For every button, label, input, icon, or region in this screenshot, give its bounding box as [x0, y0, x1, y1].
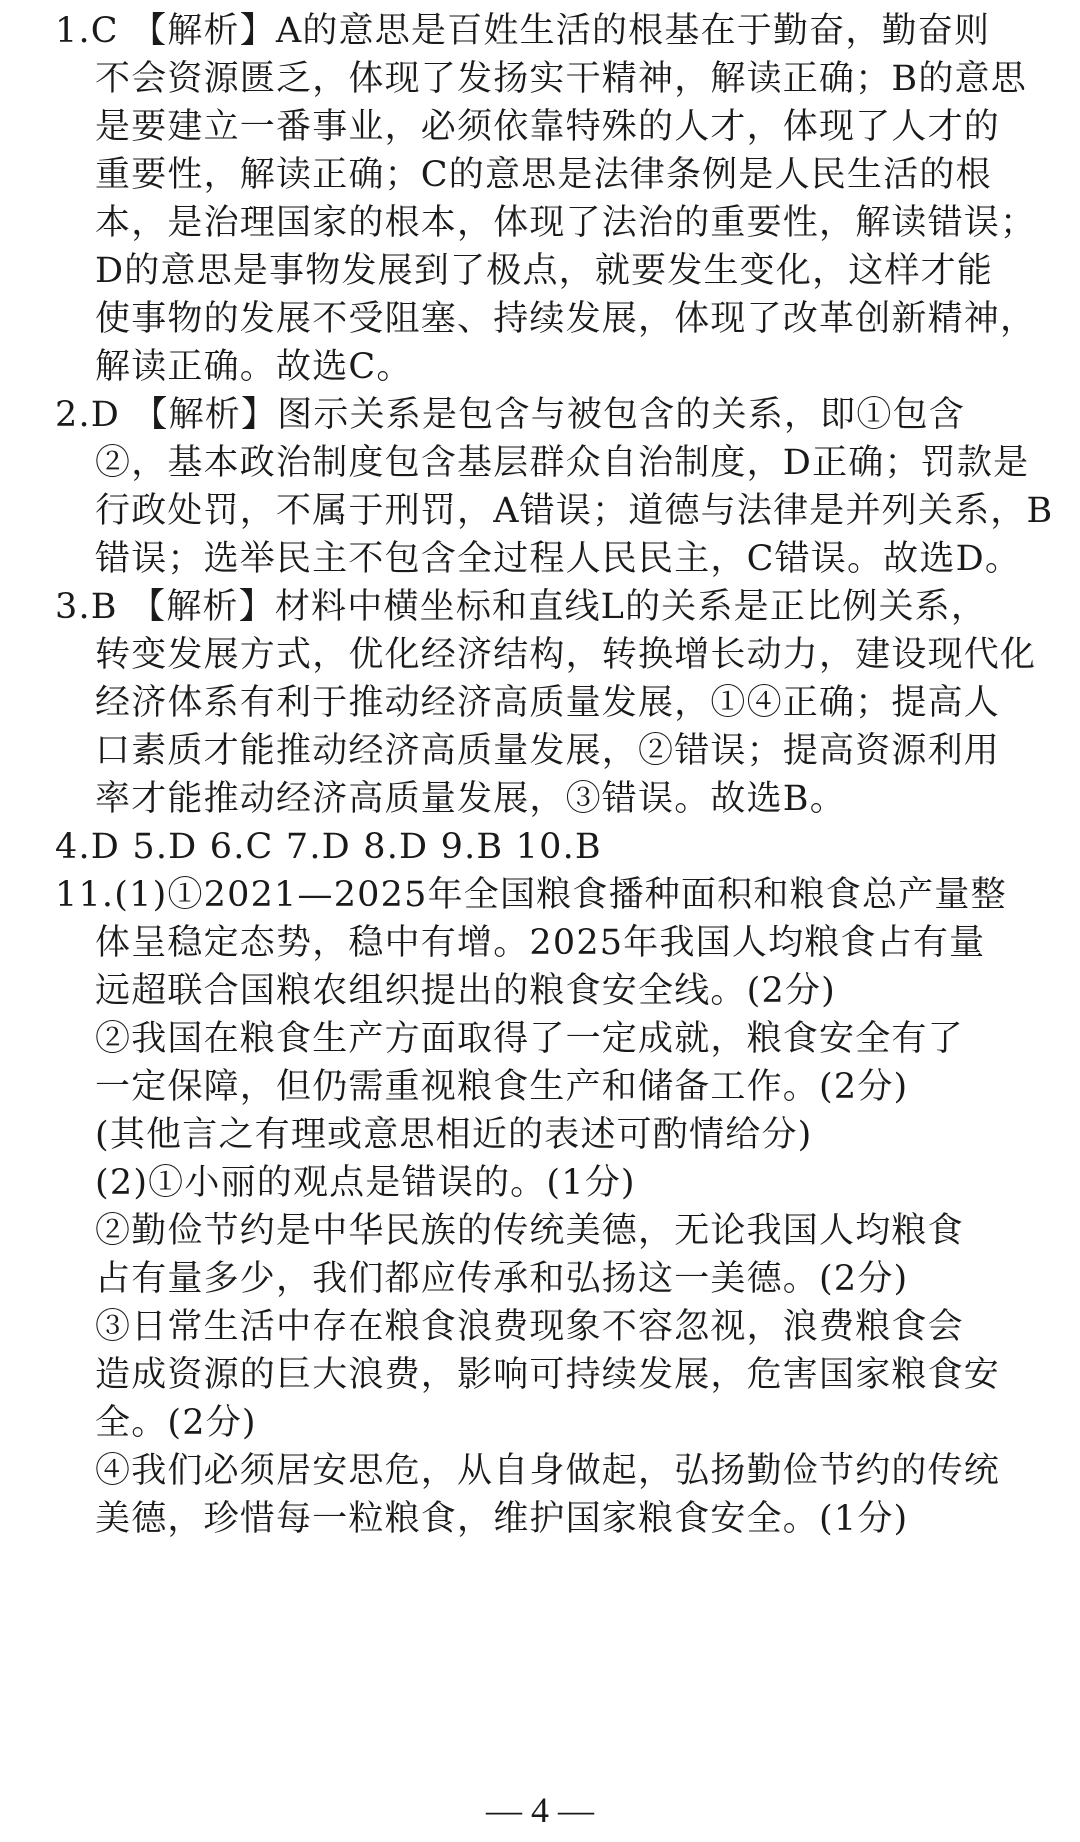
- answer-2-line: 错误；选举民主不包含全过程人民民主，C错误。故选D。: [95, 539, 1022, 579]
- answer-1-line: 重要性，解读正确；C的意思是法律条例是人民生活的根: [95, 155, 992, 195]
- answer-11-line: ②我国在粮食生产方面取得了一定成就，粮食安全有了: [95, 1019, 964, 1059]
- answer-3-line: 3.B 【解析】材料中横坐标和直线L的关系是正比例关系，: [55, 587, 988, 627]
- answer-3-line: 经济体系有利于推动经济高质量发展，①④正确；提高人: [95, 683, 1001, 723]
- answer-11-line: 11.(1)①2021—2025年全国粮食播种面积和粮食总产量整: [55, 875, 1007, 915]
- answer-11-line: 占有量多少，我们都应传承和弘扬这一美德。(2分): [95, 1259, 909, 1299]
- answer-1-line: 本，是治理国家的根本，体现了法治的重要性，解读错误；: [95, 203, 1037, 243]
- answer-1-line: D的意思是事物发展到了极点，就要发生变化，这样才能: [95, 251, 994, 291]
- answer-1-line: 使事物的发展不受阻塞、持续发展，体现了改革创新精神，: [95, 299, 1037, 339]
- answer-11-line: 美德，珍惜每一粒粮食，维护国家粮食安全。(1分): [95, 1499, 909, 1539]
- answer-3-line: 转变发展方式，优化经济结构，转换增长动力，建设现代化: [95, 635, 1037, 675]
- answer-3-line: 率才能推动经济高质量发展，③错误。故选B。: [95, 779, 846, 819]
- answer-3-line: 口素质才能推动经济高质量发展，②错误；提高资源利用: [95, 731, 1001, 771]
- answer-1-line: 1.C 【解析】A的意思是百姓生活的根基在于勤奋，勤奋则: [55, 11, 991, 51]
- answer-11-line: (2)①小丽的观点是错误的。(1分): [95, 1163, 636, 1203]
- answer-11-line: 造成资源的巨大浪费，影响可持续发展，危害国家粮食安: [95, 1355, 1001, 1395]
- answer-11-line: 体呈稳定态势，稳中有增。2025年我国人均粮食占有量: [95, 923, 986, 963]
- answer-1-line: 解读正确。故选C。: [95, 347, 413, 387]
- answer-2-line: 2.D 【解析】图示关系是包含与被包含的关系，即①包含: [55, 395, 965, 435]
- page-number: — 4 —: [486, 1790, 594, 1830]
- answer-2-line: ②，基本政治制度包含基层群众自治制度，D正确；罚款是: [95, 443, 1030, 483]
- answer-11-line: ④我们必须居安思危，从自身做起，弘扬勤俭节约的传统: [95, 1451, 1001, 1491]
- answer-11-line: 全。(2分): [95, 1403, 257, 1443]
- answer-11-line: ②勤俭节约是中华民族的传统美德，无论我国人均粮食: [95, 1211, 964, 1251]
- answer-11-note: (其他言之有理或意思相近的表述可酌情给分): [95, 1115, 813, 1155]
- answer-1-line: 是要建立一番事业，必须依靠特殊的人才，体现了人才的: [95, 107, 1001, 147]
- answer-11-line: ③日常生活中存在粮食浪费现象不容忽视，浪费粮食会: [95, 1307, 964, 1347]
- answer-11-line: 远超联合国粮农组织提出的粮食安全线。(2分): [95, 971, 836, 1011]
- answer-2-line: 行政处罚，不属于刑罚，A错误；道德与法律是并列关系，B: [95, 491, 1054, 531]
- answer-1-line: 不会资源匮乏，体现了发扬实干精神，解读正确；B的意思: [95, 59, 1027, 99]
- answers-4-to-10: 4.D 5.D 6.C 7.D 8.D 9.B 10.B: [55, 827, 602, 867]
- answer-11-line: 一定保障，但仍需重视粮食生产和储备工作。(2分): [95, 1067, 909, 1107]
